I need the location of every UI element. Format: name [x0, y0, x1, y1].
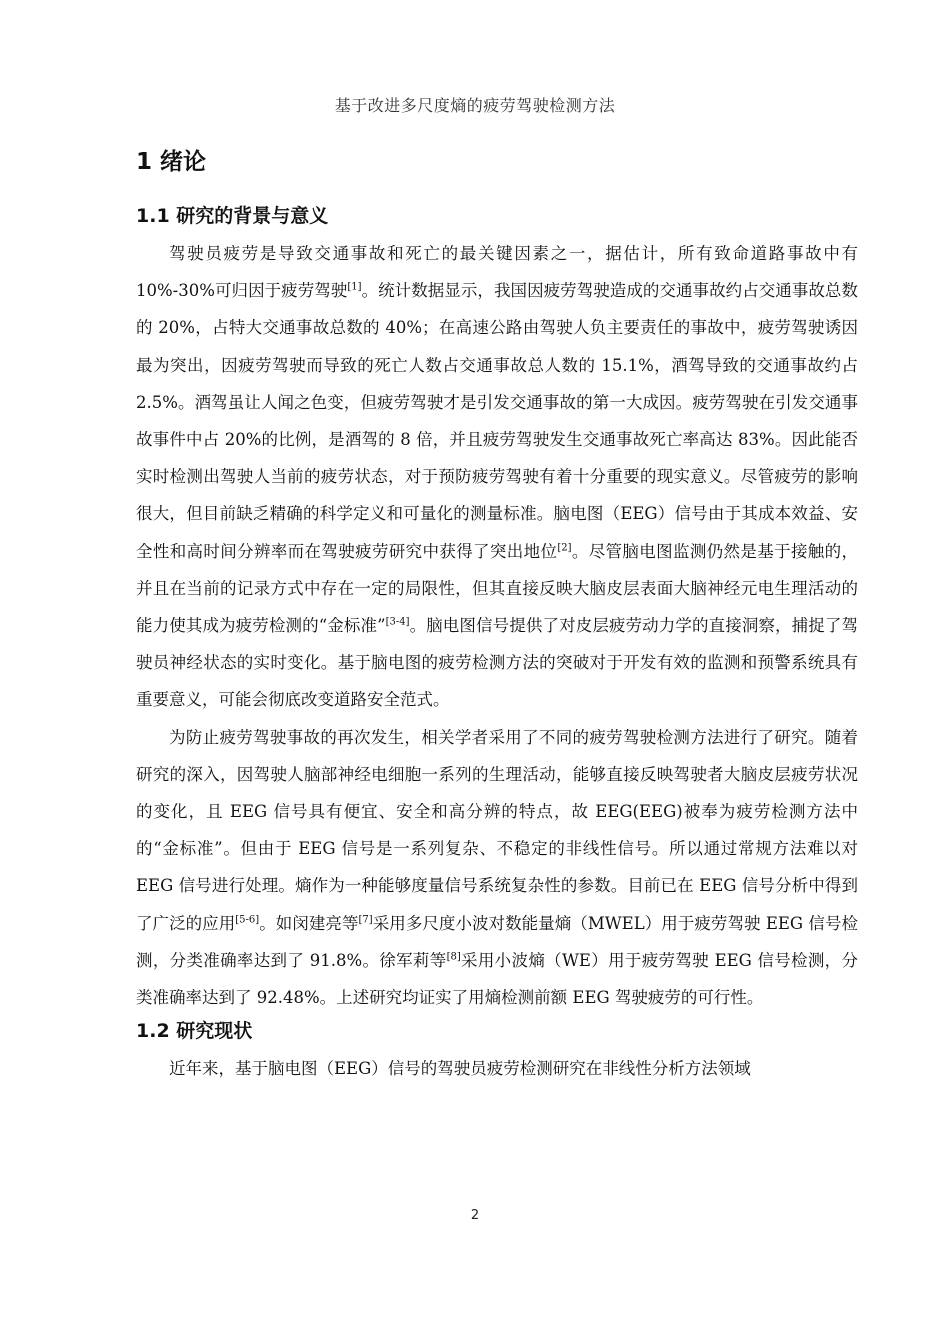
- text-run: 采用小波熵（WE）用于疲劳驾驶 EEG 信号检测，分类准确率达到了 92.48%。上述研究均证实了用熵检测前额 EEG 驾驶疲劳的可行性。: [136, 950, 858, 1008]
- text-run: 。脑电图信号提供了对皮层疲劳动力学的直接洞察，捕捉了驾驶员神经状态的实时变化。基于脑电图的疲劳检测方法的突破对于开发有效的监测和预警系统具有重要意义，可能会彻底改变道路安全范式。: [136, 616, 859, 710]
- text-run: 驾驶员疲劳是导致交通事故和死亡的最关键因素之一，据估计，所有致命道路事故中有 10%-30%可归因于疲劳驾驶: [136, 244, 858, 301]
- text-run: 。尽管脑电图监测仍然是基于接触的，并且在当前的记录方式中存在一定的局限性，但其直接反映大脑皮层表面大脑神经元电生理活动的能力使其成为疲劳检测的“金标准”: [136, 541, 859, 636]
- page-number: 2: [470, 1208, 480, 1223]
- citation-ref: [5-6]: [235, 914, 260, 926]
- paragraph: [136, 1050, 858, 1087]
- section-heading-1-1: 1.1 研究的背景与意义: [136, 205, 329, 227]
- text-run: 近年来，基于脑电图（EEG）信号的驾驶员疲劳检测研究在非线性分析方法领域: [169, 1059, 751, 1079]
- citation-ref: [1]: [347, 281, 362, 293]
- citation-ref: [7]: [358, 914, 373, 926]
- paragraph: [136, 235, 858, 719]
- section-heading-1-2: 1.2 研究现状: [136, 1020, 253, 1043]
- running-header: 基于改进多尺度熵的疲劳驾驶检测方法: [334, 96, 616, 115]
- text-run: 采用多尺度小波对数能量熵（MWEL）用于疲劳驾驶 EEG 信号检测，分类准确率达到了 91.8%。徐军莉等: [136, 913, 859, 970]
- citation-ref: [3-4]: [385, 616, 410, 628]
- citation-ref: [8]: [446, 951, 461, 963]
- paragraph: [136, 719, 858, 1017]
- chapter-title: 1 绪论: [136, 149, 207, 175]
- text-run: 。如闵建亮等: [259, 913, 359, 933]
- text-run: 。统计数据显示，我国因疲劳驾驶造成的交通事故约占交通事故总数的 20%，占特大交通事故总数的 40%；在高速公路由驾驶人负主要责任的事故中，疲劳驾驶诱因最为突出，因疲劳驾驶而导致的死亡人数占交通事故总人数的 15.1%，酒驾导致的交通事故约占 2.5%。酒驾虽让人闻之色变，但疲劳驾驶才是引发交通事故的第一大成因。疲劳驾驶在引发交通事故事件中占 20%的比例，是酒驾的 8 倍，并且疲劳驾驶发生交通事故死亡率高达 83%。因此能否实时检测出驾驶人当前的疲劳状态，对于预防疲劳驾驶有着十分重要的现实意义。尽管疲劳的影响很大，但目前缺乏精确的科学定义和可量化的测量标准。脑电图（EEG）信号由于其成本效益、安全性和高时间分辨率而在驾驶疲劳研究中获得了突出地位: [136, 281, 858, 561]
- citation-ref: [2]: [557, 542, 572, 554]
- page-content: [136, 145, 858, 1087]
- text-run: 为防止疲劳驾驶事故的再次发生，相关学者采用了不同的疲劳驾驶检测方法进行了研究。随着研究的深入，因驾驶人脑部神经电细胞一系列的生理活动，能够直接反映驾驶者大脑皮层疲劳状况的变化，且 EEG 信号具有便宜、安全和高分辨的特点，故 EEG(EEG)被奉为疲劳检测方法中的“金标准”。但由于 EEG 信号是一系列复杂、不稳定的非线性信号。所以通过常规方法难以对 EEG 信号进行处理。熵作为一种能够度量信号系统复杂性的参数。目前已在 EEG 信号分析中得到了广泛的应用: [136, 727, 858, 933]
